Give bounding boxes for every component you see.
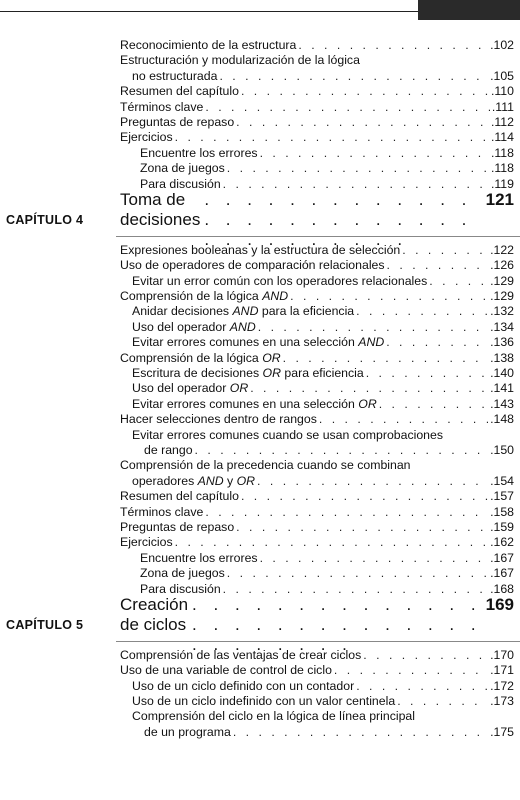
leader-dots xyxy=(387,258,489,273)
chapter-label: CAPÍTULO 4 xyxy=(6,212,84,227)
leader-dots xyxy=(205,100,490,115)
leader-dots xyxy=(250,381,488,396)
toc-page-number: .159 xyxy=(490,519,514,534)
toc-entry xyxy=(0,679,520,694)
toc-entry xyxy=(0,320,520,335)
leader-dots xyxy=(260,146,489,161)
toc-entry-title: Uso de un ciclo indefinido con un valor centinela xyxy=(132,694,396,709)
toc-entry xyxy=(0,412,520,427)
toc-entry-title: Escritura de decisiones OR para eficiencia xyxy=(132,366,364,381)
toc-entry-title: Preguntas de repaso xyxy=(120,519,235,534)
toc-page-number: .167 xyxy=(490,550,514,565)
toc-page-number: .118 xyxy=(490,161,514,176)
header-tab-block xyxy=(418,0,520,20)
toc-entry-title: Ejercicios xyxy=(120,535,173,550)
leader-dots xyxy=(379,397,488,412)
toc-entry xyxy=(0,520,520,535)
leader-dots xyxy=(356,679,488,694)
toc-entry xyxy=(0,458,520,473)
toc-entry-title: Uso de un ciclo definido con un contador xyxy=(132,678,355,693)
chapter-title-line xyxy=(120,190,514,250)
toc-entry xyxy=(0,100,520,115)
toc-entry-title: Uso de operadores de comparación relacionales xyxy=(120,258,385,273)
toc-entry-title: Uso de una variable de control de ciclo xyxy=(120,663,332,678)
leader-dots xyxy=(258,320,488,335)
toc-page-number: .111 xyxy=(491,99,514,114)
toc-page-number: .102 xyxy=(490,38,514,52)
toc-entry xyxy=(0,115,520,130)
toc-page-number: .158 xyxy=(490,504,514,519)
toc-page-number: .170 xyxy=(490,647,514,662)
toc-entry-title: Uso del operador AND xyxy=(132,319,256,334)
toc-entry-title: Resumen del capítulo xyxy=(120,489,239,504)
toc-entry-title: Comprensión de la precedencia cuando se combinan xyxy=(120,458,411,473)
leader-dots xyxy=(319,412,488,427)
toc-entry-title: Comprensión del ciclo en la lógica de línea principal xyxy=(132,709,415,724)
leader-dots xyxy=(175,535,488,550)
toc-entry xyxy=(0,428,520,443)
chapter-title: Creación de ciclos xyxy=(120,594,189,634)
toc-entry xyxy=(0,551,520,566)
leader-dots xyxy=(356,304,488,319)
toc-page-number: .167 xyxy=(490,566,514,581)
toc-entry xyxy=(0,505,520,520)
toc-entry-title: operadores AND y OR xyxy=(132,473,256,488)
leader-dots xyxy=(429,274,488,289)
toc-page-number: .105 xyxy=(490,68,514,83)
toc-entry-title: Uso del operador OR xyxy=(132,381,249,396)
toc-entry-title: Resumen del capítulo xyxy=(120,84,239,99)
toc-page-number: .141 xyxy=(490,381,514,396)
toc-entry xyxy=(0,566,520,581)
toc-entry xyxy=(0,258,520,273)
toc-page-number: .150 xyxy=(490,442,514,457)
toc-page-number: .143 xyxy=(490,396,514,411)
toc-page-number: .129 xyxy=(490,289,514,304)
toc-entry-title: Evitar errores comunes cuando se usan comprobaciones xyxy=(132,427,444,442)
leader-dots xyxy=(386,335,488,350)
toc-page-number: .134 xyxy=(490,319,514,334)
toc-entry-title: Anidar decisiones AND para la eficiencia xyxy=(132,304,355,319)
leader-dots xyxy=(366,366,488,381)
chapter-page-number: 169 xyxy=(485,594,514,614)
leader-dots xyxy=(363,648,488,663)
toc-entry-title: Zona de juegos xyxy=(140,161,225,176)
leader-dots xyxy=(402,243,488,258)
toc-page-number: .129 xyxy=(490,273,514,288)
leader-dots xyxy=(204,190,481,250)
toc-entry xyxy=(0,694,520,709)
toc-entry xyxy=(0,725,520,740)
leader-dots xyxy=(257,474,488,489)
toc-page-number: .132 xyxy=(490,304,514,319)
leader-dots xyxy=(219,69,488,84)
toc-entry xyxy=(0,289,520,304)
leader-dots xyxy=(236,115,489,130)
leader-dots xyxy=(205,505,488,520)
leader-dots xyxy=(241,489,488,504)
chapter-title: Toma de decisiones xyxy=(120,189,201,229)
toc-entry-title: Para discusión xyxy=(140,176,221,191)
toc-entry-title: Zona de juegos xyxy=(140,566,225,581)
toc-entry-title: no estructurada xyxy=(132,68,218,83)
toc-page-number: .148 xyxy=(490,412,514,427)
leader-dots xyxy=(241,84,489,99)
toc-entry xyxy=(0,304,520,319)
leader-dots xyxy=(334,663,488,678)
toc-entry xyxy=(0,335,520,350)
toc-entry-title: Encuentre los errores xyxy=(140,550,258,565)
toc-page-number: .112 xyxy=(490,114,514,129)
toc-page-number: .171 xyxy=(490,663,514,678)
toc-page-number: .154 xyxy=(490,473,514,488)
chapter-title-line xyxy=(120,595,514,655)
toc-page-number: .140 xyxy=(490,366,514,381)
toc-entry-title: Evitar errores comunes en una selección OR xyxy=(132,396,377,411)
leader-dots xyxy=(195,443,489,458)
toc-entry xyxy=(0,381,520,396)
toc-page-number: .136 xyxy=(490,335,514,350)
toc-page-number: .172 xyxy=(490,678,514,693)
toc-page-number: .126 xyxy=(490,258,514,273)
toc-entry-title: Estructuración y modularización de la lógica xyxy=(120,53,360,68)
leader-dots xyxy=(283,351,488,366)
toc-entry xyxy=(0,709,520,724)
toc-entry xyxy=(0,38,520,53)
toc-entry xyxy=(0,489,520,504)
toc-entry xyxy=(0,161,520,176)
leader-dots xyxy=(298,38,488,53)
chapter-heading xyxy=(0,594,520,639)
page-header-bar xyxy=(0,0,520,20)
toc-page-number: .173 xyxy=(490,694,514,709)
toc-page-number: .157 xyxy=(490,489,514,504)
toc-entry xyxy=(0,130,520,145)
toc-entry xyxy=(0,69,520,84)
toc-page-number: .138 xyxy=(490,350,514,365)
leader-dots xyxy=(260,551,489,566)
toc-entry-title: Evitar errores comunes en una selección AND xyxy=(132,335,385,350)
toc-entry-title: Términos clave xyxy=(120,504,204,519)
toc-entry-title: Términos clave xyxy=(120,99,204,114)
toc-entry xyxy=(0,474,520,489)
toc-entry-title: Comprensión de las ventajas de crear ciclos xyxy=(120,647,362,662)
leader-dots xyxy=(175,130,489,145)
toc-entry-title: Comprensión de la lógica AND xyxy=(120,289,289,304)
toc-page-number: .114 xyxy=(490,130,514,145)
toc-page-number: .162 xyxy=(490,535,514,550)
toc-entry xyxy=(0,146,520,161)
toc-entry xyxy=(0,397,520,412)
toc-page-number: .118 xyxy=(490,145,514,160)
toc-entry xyxy=(0,53,520,68)
chapter-heading xyxy=(0,189,520,234)
leader-dots xyxy=(227,161,489,176)
leader-dots xyxy=(227,566,488,581)
toc-entry xyxy=(0,443,520,458)
toc-entry-title: de rango xyxy=(144,442,193,457)
toc-entry xyxy=(0,274,520,289)
toc-page-number: .175 xyxy=(490,724,514,739)
toc-entry xyxy=(0,648,520,663)
toc-entry-title: Hacer selecciones dentro de rangos xyxy=(120,412,317,427)
toc-entry xyxy=(0,243,520,258)
leader-dots xyxy=(290,289,488,304)
toc-entry-title: de un programa xyxy=(144,724,231,739)
toc-entry-title: Reconocimiento de la estructura xyxy=(120,38,297,52)
toc-page-number: .119 xyxy=(490,176,514,191)
toc-entry xyxy=(0,663,520,678)
toc-entry xyxy=(0,535,520,550)
toc-entry-title: Ejercicios xyxy=(120,130,173,145)
leader-dots xyxy=(397,694,488,709)
leader-dots xyxy=(236,520,488,535)
toc-entry xyxy=(0,351,520,366)
chapter-label: CAPÍTULO 5 xyxy=(6,617,84,632)
leader-dots xyxy=(192,595,482,655)
toc-page-number: .110 xyxy=(490,84,514,99)
toc-page-number: .168 xyxy=(490,581,514,596)
toc-page-number: .122 xyxy=(490,242,514,257)
toc-entry-title: Expresiones booleanas y la estructura de selección xyxy=(120,242,401,257)
toc-entry xyxy=(0,84,520,99)
toc-entry-title: Encuentre los errores xyxy=(140,145,258,160)
table-of-contents xyxy=(0,38,520,740)
chapter-page-number: 121 xyxy=(485,189,514,209)
toc-entry-title: Para discusión xyxy=(140,581,221,596)
leader-dots xyxy=(233,725,488,740)
toc-entry-title: Comprensión de la lógica OR xyxy=(120,350,281,365)
toc-entry-title: Evitar un error común con los operadores relacionales xyxy=(132,273,428,288)
header-rule xyxy=(0,11,418,12)
toc-entry-title: Preguntas de repaso xyxy=(120,114,235,129)
toc-entry xyxy=(0,366,520,381)
